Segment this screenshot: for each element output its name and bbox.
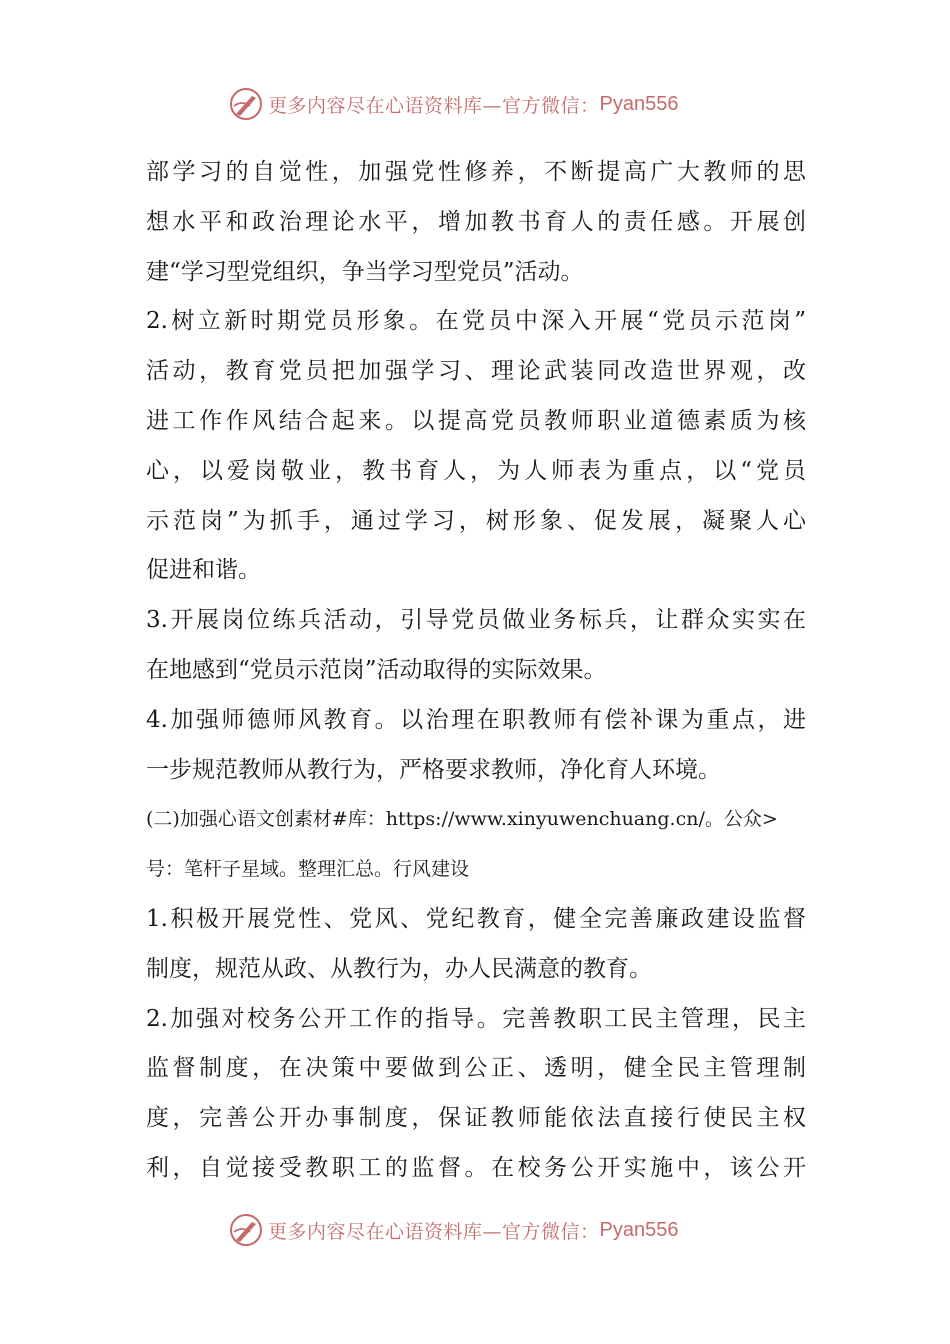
text-line-17: 制度，规范从政、从教行为，办人民满意的教育。: [146, 955, 652, 982]
text-line-8: 示范岗”为抓手，通过学习，树形象、促发展，凝聚人心: [146, 507, 806, 534]
text-line-2: 想水平和政治理论水平，增加教书育人的责任感。开展创: [146, 208, 806, 235]
text-line-14: (二)加强心语文创素材#库：https://www.xinyuwenchuang.cn/。公众>: [146, 808, 778, 831]
footer-watermark-banner: [228, 1210, 678, 1250]
banner-text: 更多内容尽在心语资料库—官方微信：: [268, 1220, 600, 1243]
text-line-21: 利，自觉接受教职工的监督。在校务公开实施中，该公开: [146, 1154, 806, 1181]
text-line-5: 活动，教育党员把加强学习、理论武装同改造世界观，改: [146, 358, 806, 385]
text-line-4: 2.树立新时期党员形象。在党员中深入开展“党员示范岗”: [146, 308, 806, 335]
text-line-15: 号：笔杆子星域。整理汇总。行风建设: [146, 858, 470, 881]
quill-logo-icon: [228, 1212, 264, 1248]
text-line-16: 1.积极开展党性、党风、党纪教育，健全完善廉政建设监督: [146, 905, 806, 932]
document-body: [146, 148, 806, 1194]
text-line-19: 监督制度，在决策中要做到公正、透明，健全民主管理制: [146, 1055, 806, 1082]
quill-logo-icon: [228, 86, 264, 122]
text-line-1: 部学习的自觉性，加强党性修养，不断提高广大教师的思: [146, 159, 806, 185]
text-line-6: 进工作作风结合起来。以提高党员教师职业道德素质为核: [146, 407, 806, 434]
text-line-20: 度，完善公开办事制度，保证教师能依法直接行使民主权: [146, 1105, 806, 1132]
text-line-10: 3.开展岗位练兵活动，引导党员做业务标兵，让群众实实在: [146, 607, 806, 634]
banner-text: 更多内容尽在心语资料库—官方微信：: [268, 94, 600, 117]
banner-wechat-id: Pyan556: [599, 1218, 679, 1241]
text-line-11: 在地感到“党员示范岗”活动取得的实际效果。: [146, 656, 607, 683]
header-watermark-banner: [228, 84, 678, 124]
text-line-9: 促进和谐。: [146, 557, 261, 584]
text-line-12: 4.加强师德师风教育。以治理在职教师有偿补课为重点，进: [146, 706, 806, 733]
text-line-7: 心，以爱岗敬业，教书育人，为人师表为重点，以“党员: [146, 457, 806, 484]
text-line-3: 建“学习型党组织，争当学习型党员”活动。: [146, 258, 584, 285]
banner-wechat-id: Pyan556: [599, 92, 679, 115]
text-line-13: 一步规范教师从教行为，严格要求教师，净化育人环境。: [146, 756, 721, 783]
text-line-18: 2.加强对校务公开工作的指导。完善教职工民主管理，民主: [146, 1005, 806, 1032]
